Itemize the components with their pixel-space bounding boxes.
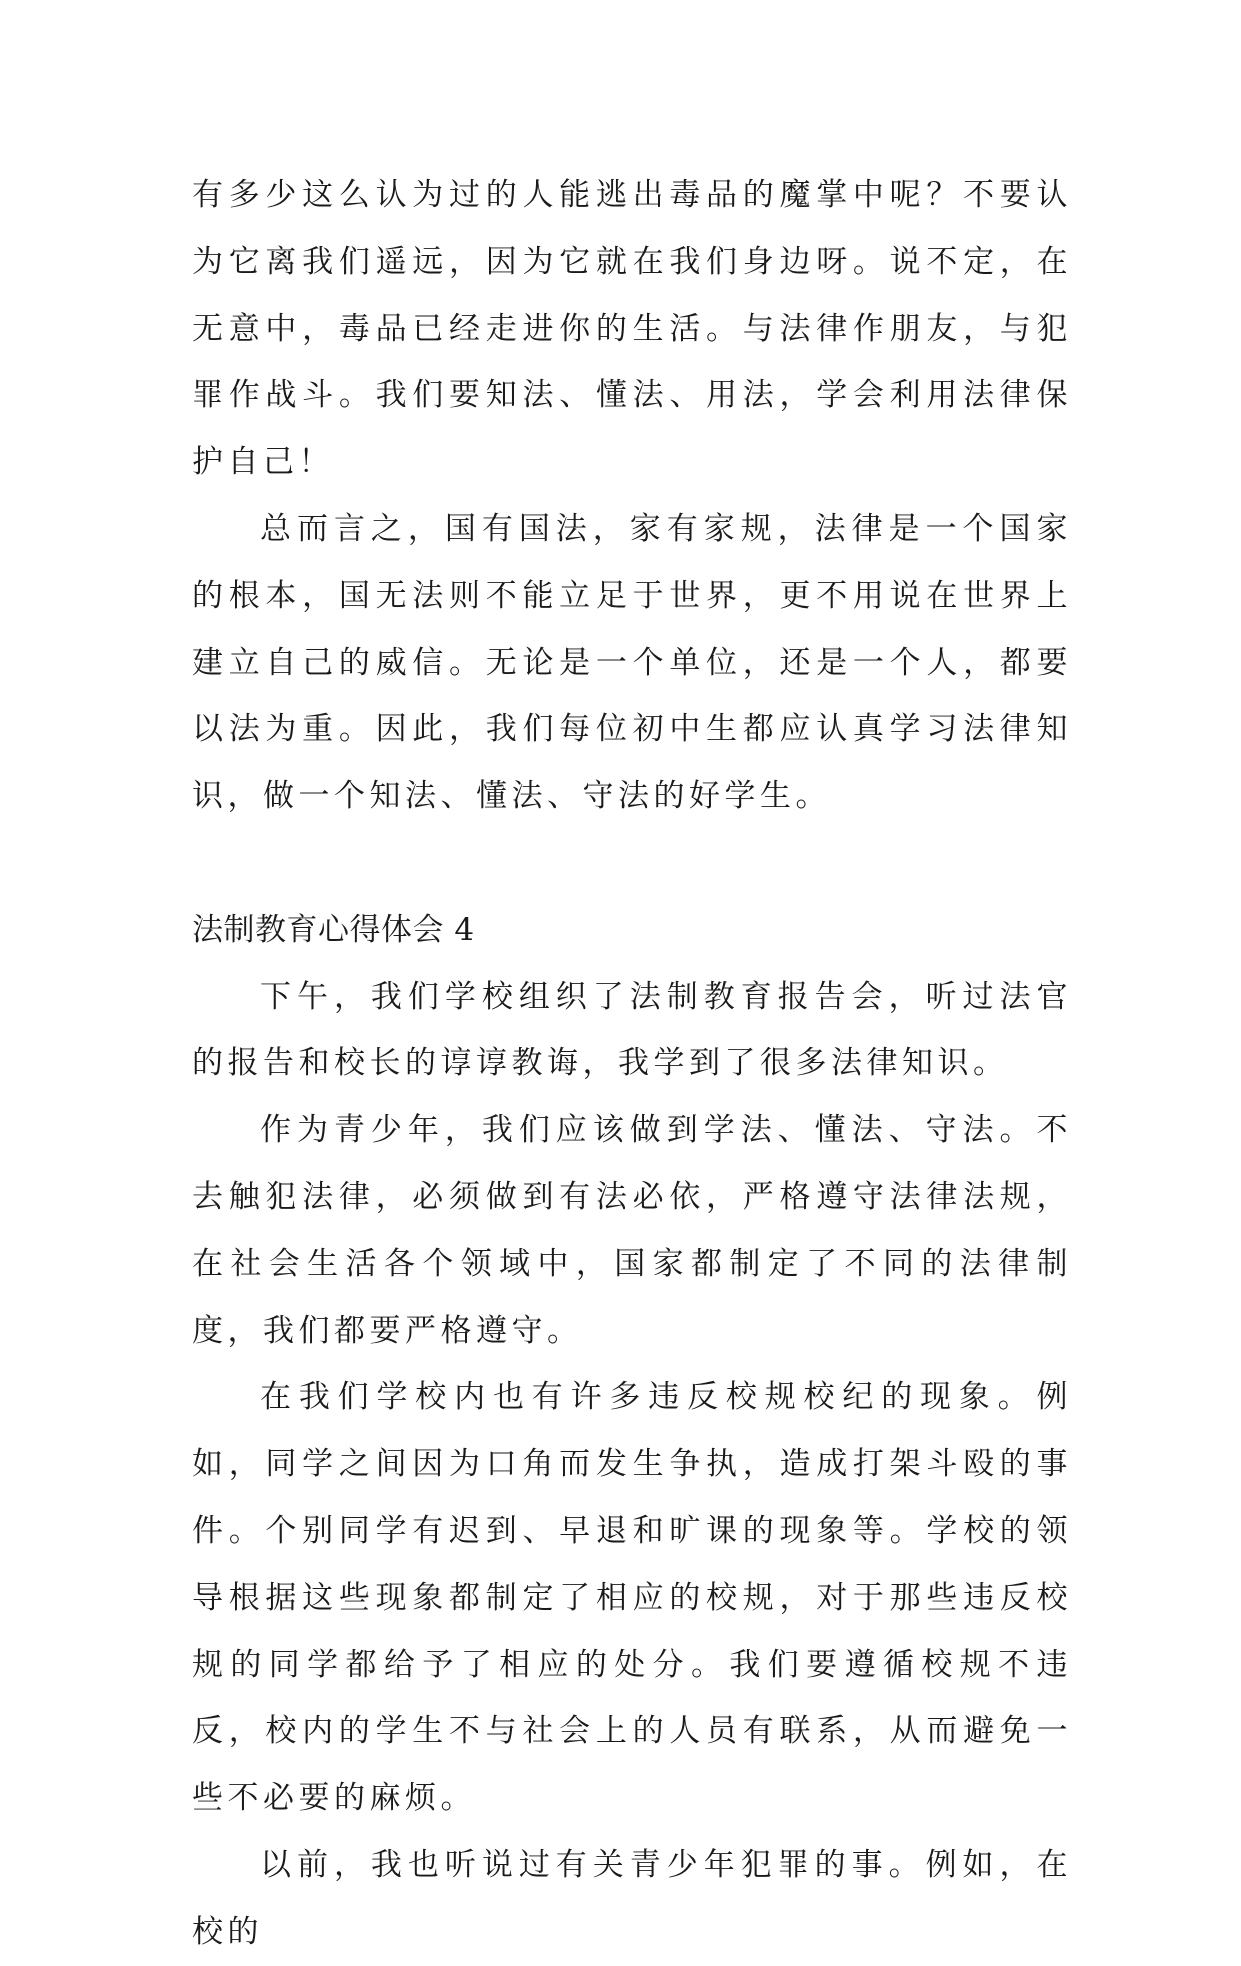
paragraph-drugs-warning: 有多少这么认为过的人能逃出毒品的魔掌中呢？不要认为它离我们遥远，因为它就在我们身边呀。说不定，在无意中，毒品已经走进你的生活。与法律作朋友，与犯罪作战斗。我们要知法、懂法、用法，学会利用法律保护自己！: [192, 177, 1072, 481]
paragraph-conclusion: 总而言之，国有国法，家有家规，法律是一个国家的根本，国无法则不能立足于世界，更不用说在世界上建立自己的威信。无论是一个单位，还是一个人，都要以法为重。因此，我们每位初中生都应认真学习法律知识，做一个知法、懂法、守法的好学生。: [192, 510, 1072, 815]
paragraph-youth-crime: 以前，我也听说过有关青少年犯罪的事。例如，在校的: [192, 1846, 1072, 1950]
paragraph-school-rules: 在我们学校内也有许多违反校规校纪的现象。例如，同学之间因为口角而发生争执，造成打架斗殴的事件。个别同学有迟到、早退和旷课的现象等。学校的领导根据这些现象都制定了相应的校规，对于那些违反校规的同学都给予了相应的处分。我们要遵循校规不违反，校内的学生不与社会上的人员有联系，从而避免一些不必要的麻烦。: [192, 1379, 1072, 1817]
paragraph-lecture: 下午，我们学校组织了法制教育报告会，听过法官的报告和校长的谆谆教诲，我学到了很多法律知识。: [192, 978, 1072, 1082]
paragraph-youth-law: 作为青少年，我们应该做到学法、懂法、守法。不去触犯法律，必须做到有法必依，严格遵守法律法规，在社会生活各个领域中，国家都制定了不同的法律制度，我们都要严格遵守。: [192, 1112, 1072, 1349]
section-spacer: [192, 830, 1072, 897]
document-body: [192, 162, 1072, 1966]
section-heading: 法制教育心得体会 4: [192, 911, 475, 948]
